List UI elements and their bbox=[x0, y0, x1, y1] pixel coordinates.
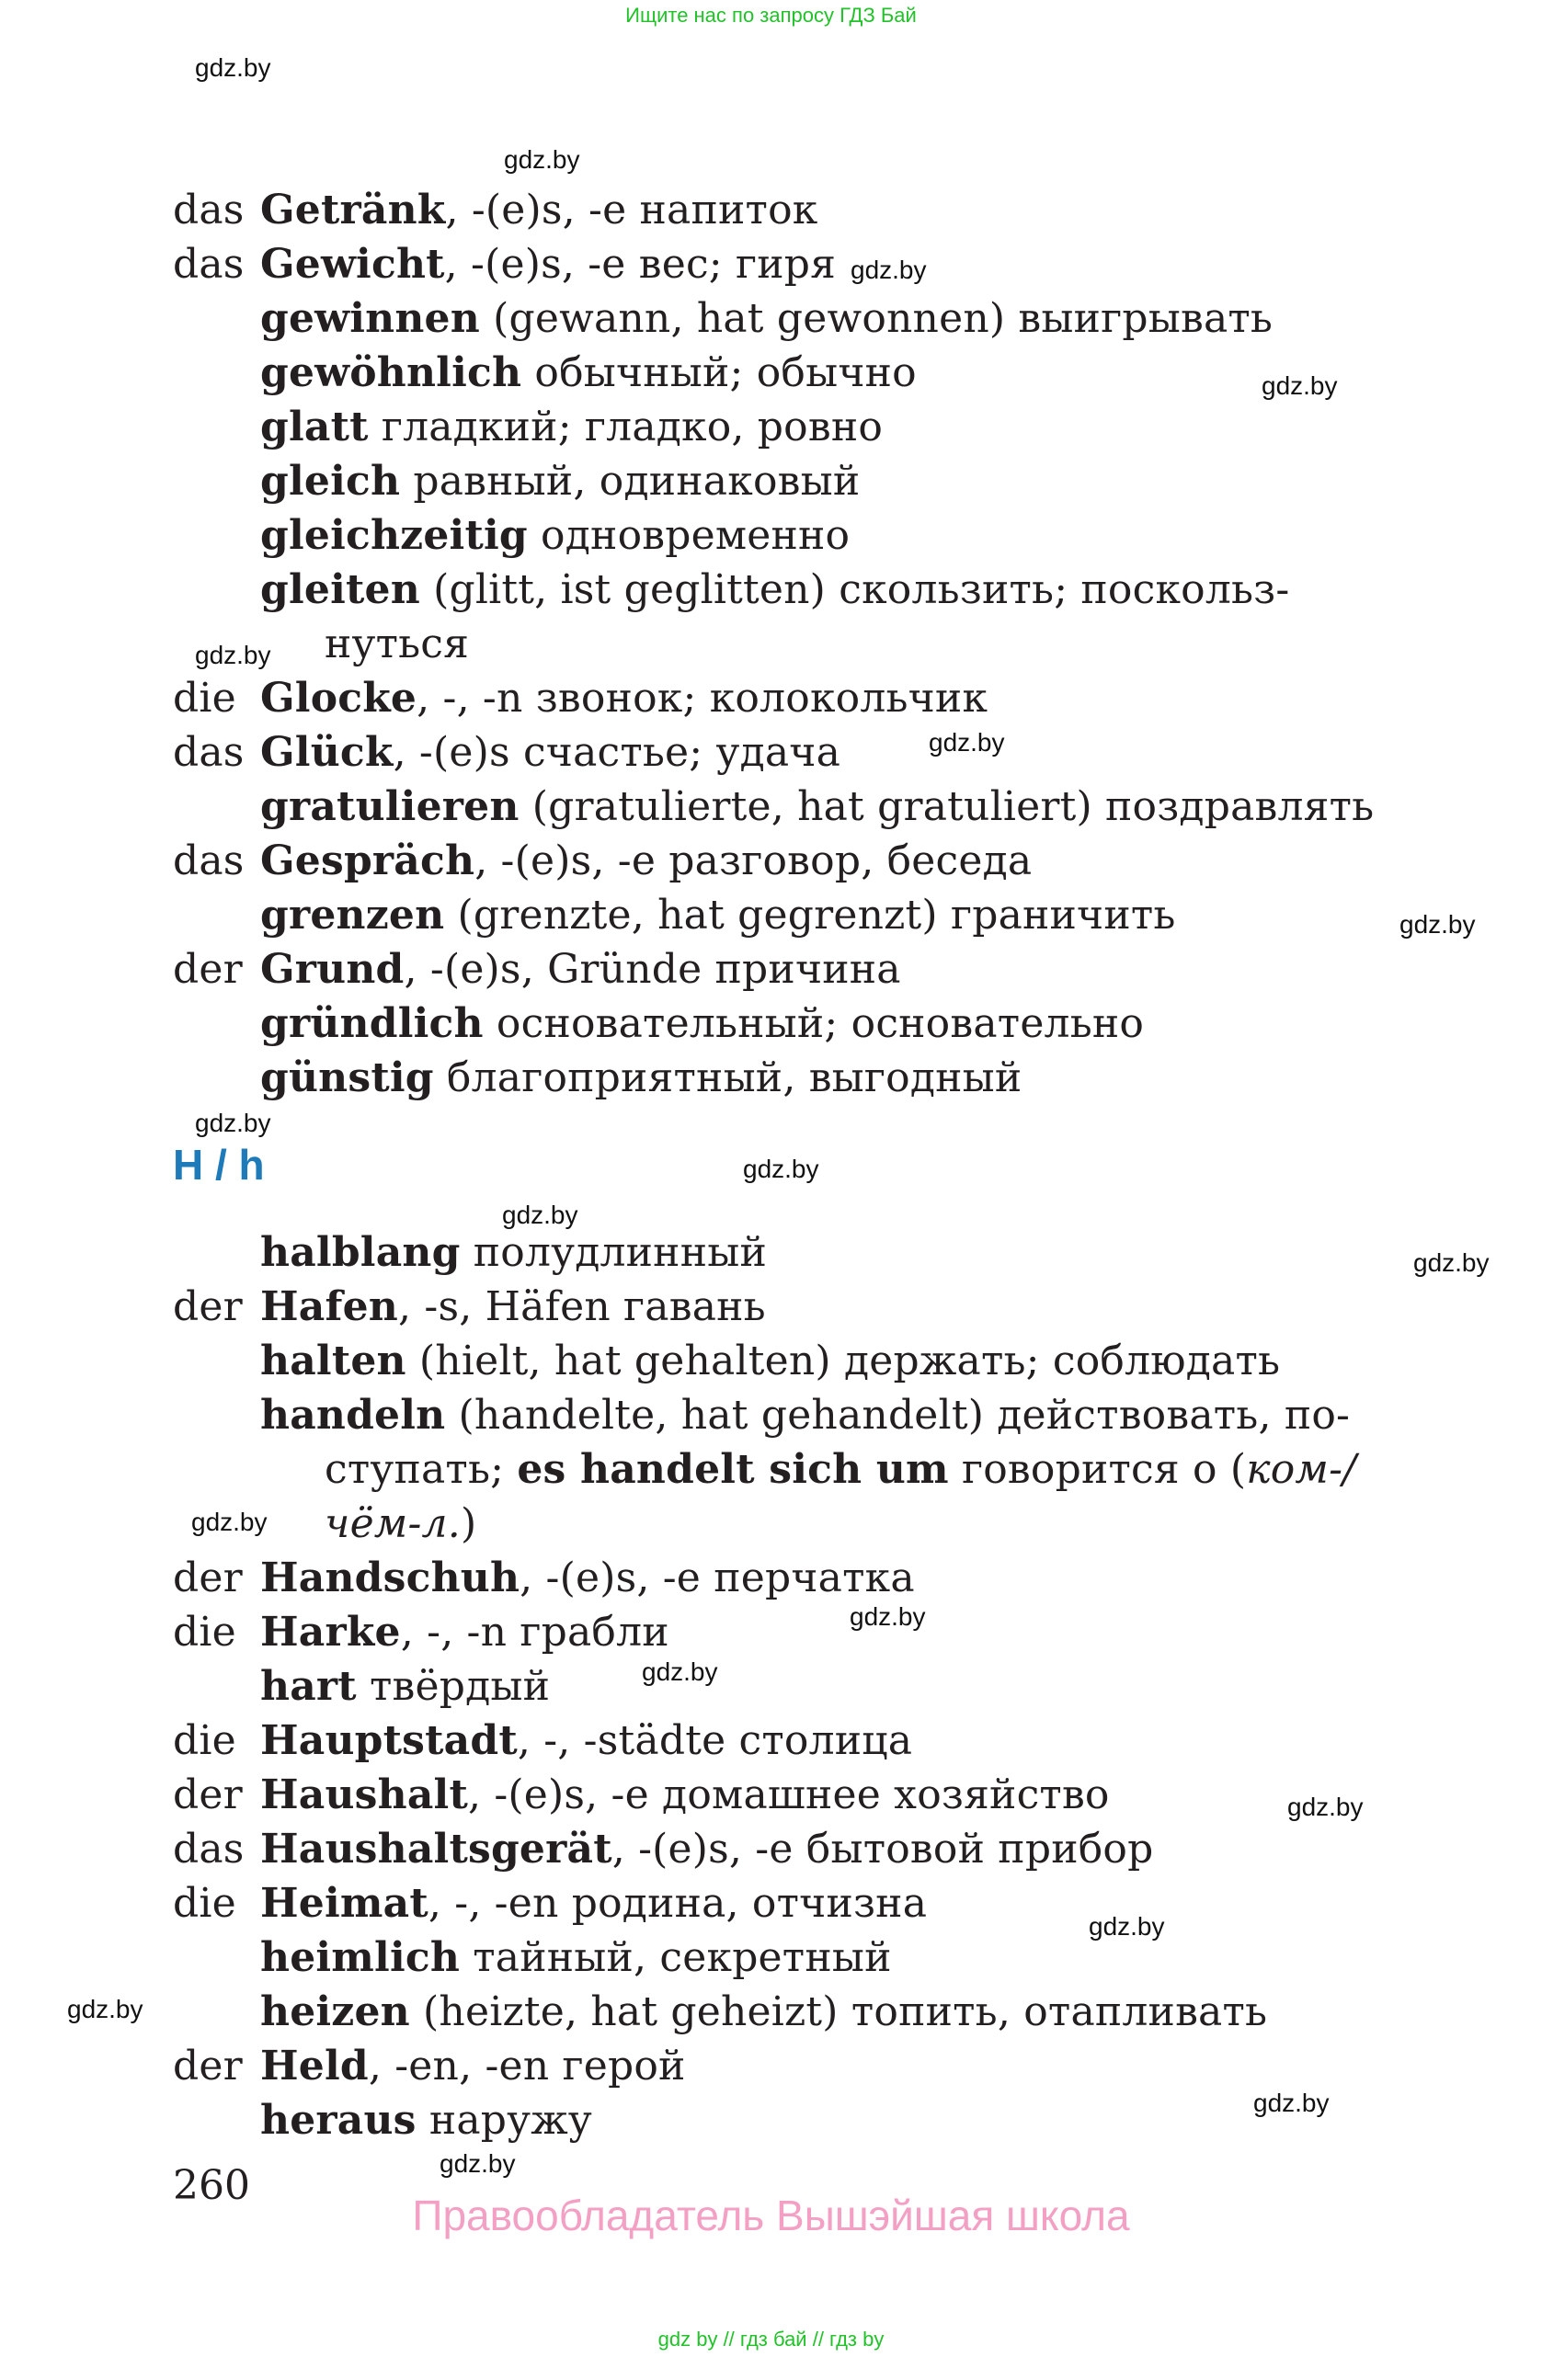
headword: gratulieren bbox=[260, 783, 520, 830]
headword: heizen bbox=[260, 1988, 410, 2035]
headword: Hauptstadt bbox=[260, 1717, 518, 1764]
watermark: gdz.by bbox=[850, 1602, 926, 1631]
watermark: gdz.by bbox=[67, 1995, 143, 2023]
headword: gewinnen bbox=[260, 295, 480, 342]
watermark: gdz.by bbox=[195, 641, 271, 669]
headword: gleiten bbox=[260, 566, 420, 613]
watermark: gdz.by bbox=[642, 1657, 718, 1686]
watermark: gdz.by bbox=[1413, 1248, 1490, 1277]
headword: gewöhnlich bbox=[260, 349, 522, 396]
watermark: gdz.by bbox=[195, 1109, 271, 1137]
headword: gleichzeitig bbox=[260, 512, 528, 559]
dictionary-entry: gewöhnlich обычный; обычно bbox=[260, 349, 917, 396]
dictionary-entry-continuation: нуться bbox=[325, 621, 470, 667]
headword: Handschuh bbox=[260, 1554, 520, 1601]
rights-holder-notice: Правообладатель Вышэйшая школа bbox=[412, 2192, 1130, 2239]
watermark: gdz.by bbox=[1253, 2089, 1330, 2117]
headword: Gewicht bbox=[260, 241, 445, 288]
watermark: gdz.by bbox=[1287, 1793, 1364, 1821]
page-number: 260 bbox=[173, 2162, 250, 2209]
dictionary-entry: die Glocke, -, -n звонок; колокольчик bbox=[173, 675, 988, 722]
dictionary-entry: glatt гладкий; гладко, ровно bbox=[260, 404, 884, 450]
dictionary-entry: gleich равный, одинаковый bbox=[260, 458, 861, 505]
watermark: gdz.by bbox=[191, 1508, 268, 1536]
section-heading: H / h bbox=[173, 1141, 265, 1189]
dictionary-entry: hart твёрдый bbox=[260, 1663, 551, 1710]
dictionary-entry: der Grund, -(e)s, Gründe причина bbox=[173, 946, 901, 993]
watermark: gdz.by bbox=[929, 728, 1005, 757]
headword: halblang bbox=[260, 1229, 461, 1276]
dictionary-entry: gleiten (glitt, ist geglitten) скользить; поскольз- bbox=[260, 566, 1290, 613]
headword: Glück bbox=[260, 729, 394, 776]
headword: Gespräch bbox=[260, 837, 475, 884]
dictionary-entry: gleichzeitig одновременно bbox=[260, 512, 851, 559]
dictionary-entry: gewinnen (gewann, hat gewonnen) выигрывать bbox=[260, 295, 1274, 342]
dictionary-entry: der Held, -en, -en герой bbox=[173, 2043, 686, 2090]
headword: Getränk bbox=[260, 187, 446, 233]
dictionary-entry: das Getränk, -(e)s, -e напиток bbox=[173, 187, 818, 233]
headword: halten bbox=[260, 1338, 406, 1384]
headword: glatt bbox=[260, 404, 369, 450]
watermark: gdz.by bbox=[743, 1155, 819, 1183]
footer-links[interactable]: gdz by // гдз бай // гдз by bbox=[657, 2328, 885, 2351]
headword: Heimat bbox=[260, 1880, 428, 1927]
top-banner[interactable]: Ищите нас по запросу ГДЗ Бай bbox=[625, 4, 917, 27]
dictionary-entry: gratulieren (gratulierte, hat gratuliert) поздравлять bbox=[260, 783, 1375, 830]
headword: gleich bbox=[260, 458, 401, 505]
headword: Hafen bbox=[260, 1283, 398, 1330]
headword: Grund bbox=[260, 946, 405, 993]
dictionary-entry: die Heimat, -, -en родина, отчизна bbox=[173, 1880, 928, 1927]
headword: heimlich bbox=[260, 1934, 461, 1981]
dictionary-entry: das Haushaltsgerät, -(e)s, -e бытовой прибор bbox=[173, 1826, 1154, 1873]
headword: heraus bbox=[260, 2097, 417, 2144]
watermark: gdz.by bbox=[1089, 1912, 1165, 1941]
headword: günstig bbox=[260, 1054, 434, 1101]
dictionary-entry: halten (hielt, hat gehalten) держать; соблюдать bbox=[260, 1338, 1281, 1384]
headword: Haushalt bbox=[260, 1771, 468, 1818]
watermark: gdz.by bbox=[440, 2149, 516, 2178]
watermark: gdz.by bbox=[502, 1201, 578, 1229]
headword: hart bbox=[260, 1663, 357, 1710]
headword: Glocke bbox=[260, 675, 417, 722]
dictionary-entry: der Haushalt, -(e)s, -e домашнее хозяйство bbox=[173, 1771, 1110, 1818]
dictionary-entry: das Gewicht, -(e)s, -e вес; гиря bbox=[173, 241, 837, 288]
dictionary-entry-continuation: чём-л.) bbox=[325, 1500, 477, 1547]
dictionary-entry: die Hauptstadt, -, -städte столица bbox=[173, 1717, 913, 1764]
headword: grenzen bbox=[260, 892, 445, 939]
headword: Harke bbox=[260, 1609, 401, 1656]
dictionary-entry: grenzen (grenzte, hat gegrenzt) граничить bbox=[260, 892, 1176, 939]
dictionary-entry: die Harke, -, -n грабли bbox=[173, 1609, 669, 1656]
dictionary-entry: das Gespräch, -(e)s, -e разговор, беседа bbox=[173, 837, 1033, 884]
headword: Haushaltsgerät bbox=[260, 1826, 612, 1873]
dictionary-entry: halblang полудлинный bbox=[260, 1229, 767, 1276]
watermark: gdz.by bbox=[1262, 371, 1338, 400]
dictionary-entry: heimlich тайный, секретный bbox=[260, 1934, 892, 1981]
dictionary-entry: das Glück, -(e)s счастье; удача bbox=[173, 729, 841, 776]
watermark: gdz.by bbox=[504, 145, 580, 174]
watermark: gdz.by bbox=[1399, 910, 1476, 939]
headword: handeln bbox=[260, 1392, 446, 1439]
dictionary-entry: handeln (handelte, hat gehandelt) действовать, по- bbox=[260, 1392, 1351, 1439]
dictionary-entry: heizen (heizte, hat geheizt) топить, отапливать bbox=[260, 1988, 1268, 2035]
dictionary-entry: günstig благоприятный, выгодный bbox=[260, 1054, 1022, 1101]
dictionary-entry-continuation: ступать; es handelt sich um говорится о (ком-/ bbox=[325, 1446, 1357, 1493]
dictionary-entry: der Handschuh, -(e)s, -e перчатка bbox=[173, 1554, 915, 1601]
headword: Held bbox=[260, 2043, 369, 2090]
watermark: gdz.by bbox=[195, 53, 271, 82]
headword: gründlich bbox=[260, 1000, 484, 1047]
dictionary-entry: heraus наружу bbox=[260, 2097, 593, 2144]
watermark: gdz.by bbox=[851, 256, 927, 284]
dictionary-entry: gründlich основательный; основательно bbox=[260, 1000, 1145, 1047]
dictionary-entry: der Hafen, -s, Häfen гавань bbox=[173, 1283, 766, 1330]
